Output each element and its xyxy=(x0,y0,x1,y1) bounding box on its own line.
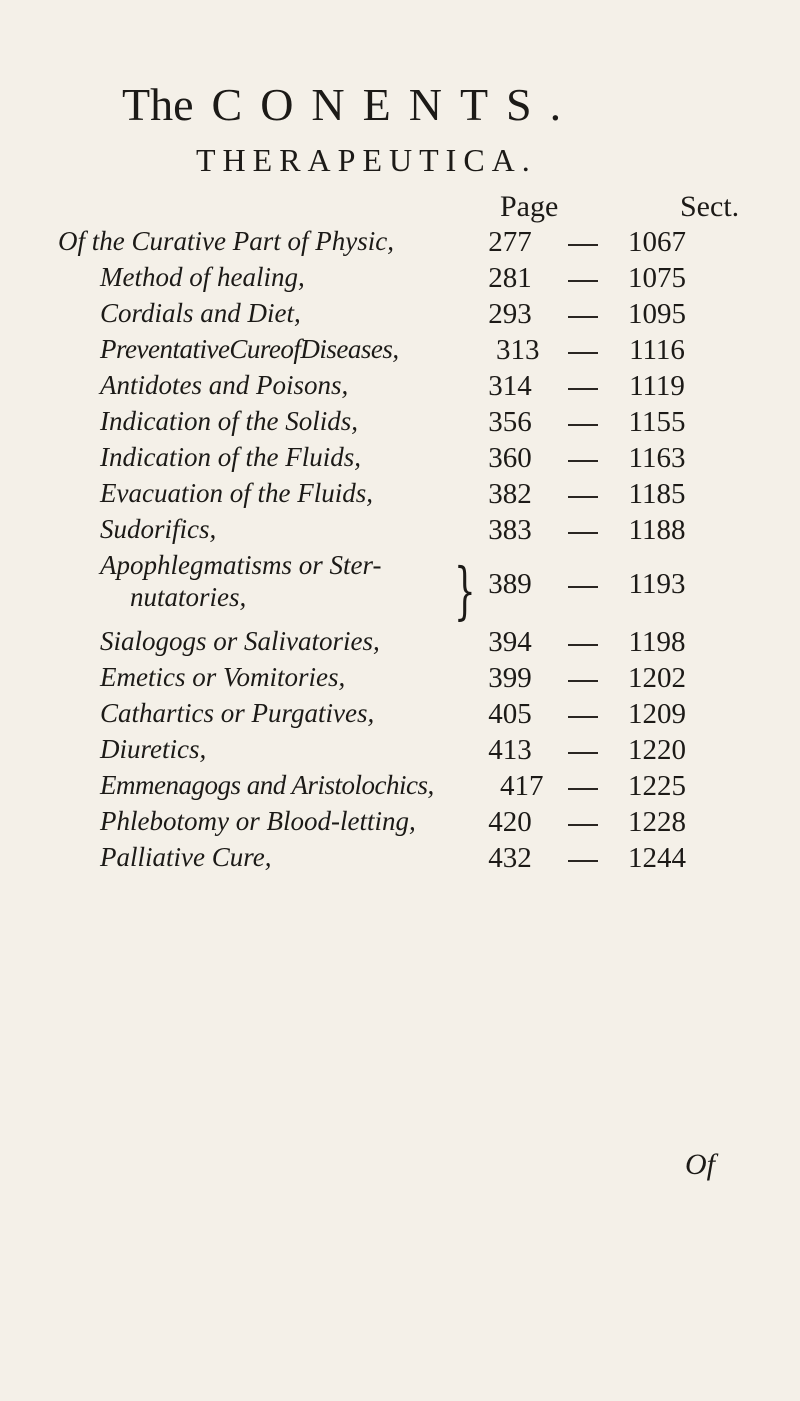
leader-dash xyxy=(568,280,598,282)
entry-title: Of the Curative Part of Physic, xyxy=(58,226,394,256)
entry-sect: 1075 xyxy=(628,262,686,294)
entry-sect: 1193 xyxy=(628,568,686,600)
entry-page: 281 xyxy=(488,262,532,294)
entry-sect: 1225 xyxy=(628,770,686,802)
leader-dash xyxy=(568,424,598,426)
entry-page: 293 xyxy=(488,298,532,330)
entry-page: 277 xyxy=(488,226,532,258)
entry-page: 383 xyxy=(488,514,532,546)
entry-sect: 1163 xyxy=(628,442,686,474)
leader-dash xyxy=(568,644,598,646)
leader-dash xyxy=(568,460,598,462)
entry-page: 394 xyxy=(488,626,532,658)
leader-dash xyxy=(568,532,598,534)
entry-title: Apophlegmatisms or Ster- xyxy=(100,550,382,580)
entry-sect: 1095 xyxy=(628,298,686,330)
leader-dash xyxy=(568,316,598,318)
contents-entry xyxy=(0,406,800,442)
leader-dash xyxy=(568,352,598,354)
contents-entry xyxy=(0,334,800,370)
right-brace: } xyxy=(454,554,476,627)
entry-title: Method of healing, xyxy=(100,262,305,292)
leader-dash xyxy=(568,496,598,498)
contents-entry xyxy=(0,662,800,698)
contents-entry xyxy=(0,262,800,298)
entry-title: Evacuation of the Fluids, xyxy=(100,478,373,508)
entry-sect: 1119 xyxy=(629,370,685,402)
entry-title: Cathartics or Purgatives, xyxy=(100,698,375,728)
entry-sect: 1244 xyxy=(628,842,686,874)
entry-page: 356 xyxy=(488,406,532,438)
leader-dash xyxy=(568,788,598,790)
entry-page: 314 xyxy=(488,370,532,402)
heading-the: The xyxy=(122,79,194,130)
entry-page: 389 xyxy=(488,568,532,600)
contents-entry xyxy=(0,734,800,770)
contents-entry xyxy=(0,842,800,878)
leader-dash xyxy=(568,716,598,718)
entry-page: 413 xyxy=(488,734,532,766)
leader-dash xyxy=(568,680,598,682)
entry-sect: 1202 xyxy=(628,662,686,694)
entry-page: 399 xyxy=(488,662,532,694)
entry-page: 382 xyxy=(488,478,532,510)
entry-sect: 1188 xyxy=(628,514,686,546)
entry-page: 417 xyxy=(500,770,544,802)
leader-dash xyxy=(568,586,598,588)
contents-entry xyxy=(0,514,800,550)
contents-entry xyxy=(0,442,800,478)
entry-title: Sialogogs or Salivatories, xyxy=(100,626,380,656)
entry-sect: 1198 xyxy=(628,626,686,658)
page-column-header: Page xyxy=(500,190,559,223)
entry-sect: 1220 xyxy=(628,734,686,766)
contents-entry xyxy=(0,226,800,262)
contents-entry xyxy=(0,806,800,842)
contents-entry xyxy=(0,626,800,662)
entry-page: 432 xyxy=(488,842,532,874)
leader-dash xyxy=(568,244,598,246)
entry-sect: 1209 xyxy=(628,698,686,730)
entry-title: Indication of the Solids, xyxy=(100,406,358,436)
contents-entry xyxy=(0,698,800,734)
contents-entry xyxy=(0,478,800,514)
contents-entry xyxy=(0,550,800,627)
leader-dash xyxy=(568,824,598,826)
page-heading xyxy=(122,78,579,131)
entry-title: Sudorifics, xyxy=(100,514,217,544)
entry-title: Palliative Cure, xyxy=(100,842,272,872)
section-heading: THERAPEUTICA. xyxy=(196,142,537,178)
leader-dash xyxy=(568,752,598,754)
entry-page: 360 xyxy=(488,442,532,474)
contents-entry xyxy=(0,370,800,406)
entry-title: Emetics or Vomitories, xyxy=(100,662,346,692)
entry-title: Antidotes and Poisons, xyxy=(100,370,349,400)
contents-entry xyxy=(0,298,800,334)
entry-page: 420 xyxy=(488,806,532,838)
entry-title: Emmenagogs and Aristolochics, xyxy=(100,770,434,800)
entry-title: Phlebotomy or Blood-letting, xyxy=(100,806,416,836)
entry-page: 313 xyxy=(496,334,540,366)
entry-sect: 1067 xyxy=(628,226,686,258)
entry-sect: 1116 xyxy=(629,334,685,366)
catchword: Of xyxy=(685,1148,715,1181)
sect-column-header: Sect. xyxy=(680,190,740,223)
entry-title: Diuretics, xyxy=(100,734,207,764)
heading-contents: CONENTS. xyxy=(211,79,580,130)
entry-sect: 1185 xyxy=(628,478,686,510)
entry-sect: 1228 xyxy=(628,806,686,838)
entry-title: Cordials and Diet, xyxy=(100,298,301,328)
contents-entry xyxy=(0,770,800,806)
entry-title: PreventativeCureofDiseases, xyxy=(100,334,399,364)
leader-dash xyxy=(568,388,598,390)
leader-dash xyxy=(568,860,598,862)
entry-title: Indication of the Fluids, xyxy=(100,442,361,472)
entry-page: 405 xyxy=(488,698,532,730)
entry-sect: 1155 xyxy=(628,406,686,438)
entry-title-continued: nutatories, xyxy=(130,582,247,612)
